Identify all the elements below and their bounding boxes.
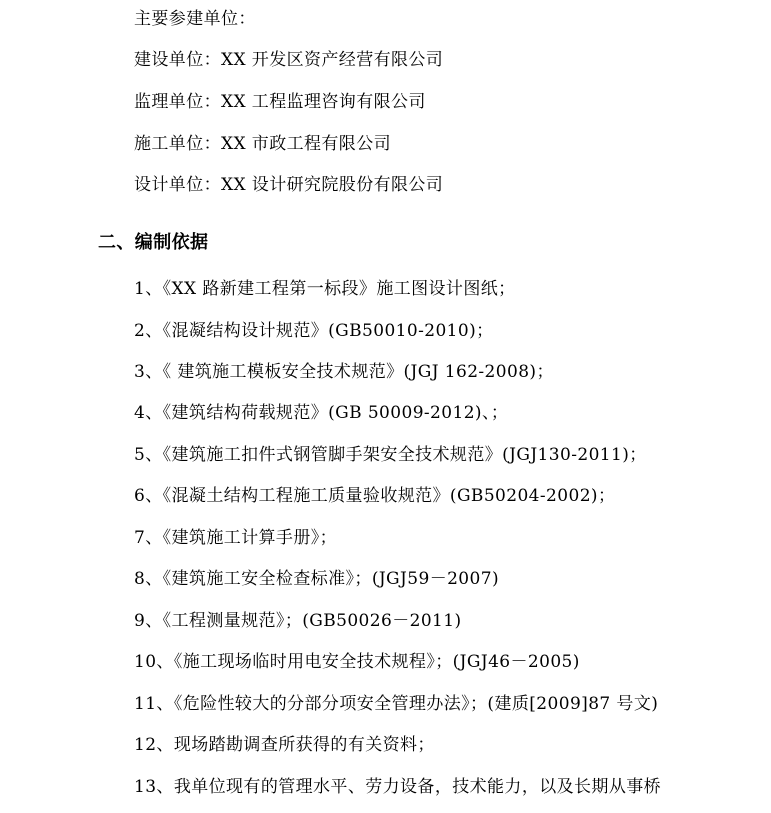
participant-supervision-unit: 监理单位：XX 工程监理咨询有限公司 bbox=[134, 92, 426, 112]
participant-construction-unit: 建设单位：XX 开发区资产经营有限公司 bbox=[134, 50, 444, 70]
section-title: 二、编制依据 bbox=[98, 232, 209, 253]
basis-item-5: 5、《建筑施工扣件式钢管脚手架安全技术规范》(JGJ130-2011)； bbox=[134, 445, 647, 465]
basis-item-8: 8、《建筑施工安全检查标准》；(JGJ59－2007) bbox=[134, 569, 499, 589]
basis-item-12: 12、现场踏勘调查所获得的有关资料； bbox=[134, 735, 435, 755]
basis-item-6: 6、《混凝土结构工程施工质量验收规范》(GB50204-2002)； bbox=[134, 486, 616, 506]
basis-item-7: 7、《建筑施工计算手册》； bbox=[134, 528, 338, 548]
basis-item-13: 13、我单位现有的管理水平、劳力设备，技术能力，以及长期从事桥 bbox=[134, 777, 662, 797]
basis-item-3: 3、《 建筑施工模板安全技术规范》(JGJ 162-2008)； bbox=[134, 362, 554, 382]
participant-contractor-unit: 施工单位：XX 市政工程有限公司 bbox=[134, 134, 392, 154]
basis-item-2: 2、《混凝结构设计规范》(GB50010-2010)； bbox=[134, 321, 494, 341]
participant-design-unit: 设计单位：XX 设计研究院股份有限公司 bbox=[134, 175, 444, 195]
basis-item-4: 4、《建筑结构荷载规范》(GB 50009-2012)、； bbox=[134, 403, 509, 423]
basis-item-10: 10、《施工现场临时用电安全技术规程》；(JGJ46－2005) bbox=[134, 652, 580, 672]
basis-item-9: 9、《工程测量规范》；(GB50026－2011) bbox=[134, 611, 462, 631]
basis-item-1: 1、《XX 路新建工程第一标段》施工图设计图纸； bbox=[134, 279, 516, 299]
basis-item-11: 11、《危险性较大的分部分项安全管理办法》；(建质[2009]87 号文) bbox=[134, 694, 659, 714]
participants-heading: 主要参建单位： bbox=[134, 9, 256, 29]
